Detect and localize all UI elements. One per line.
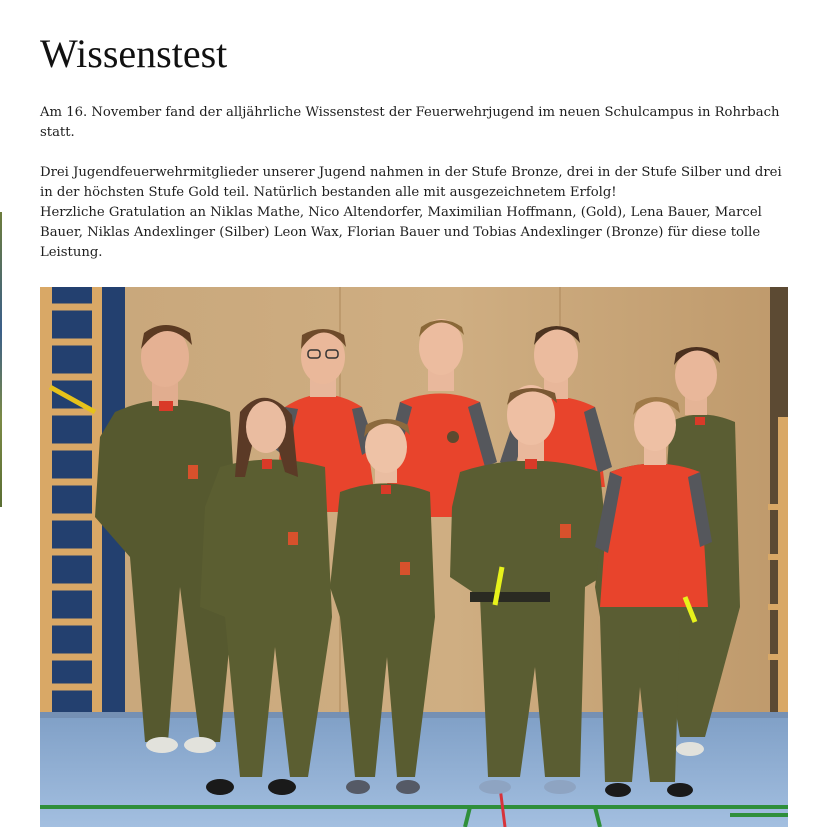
article-paragraph-results: Drei Jugendfeuerwehrmitglieder unserer Jugend nahmen in der Stufe Bronze, drei in der Stufe Silber und drei in der höchsten Stufe Gold teil. Natürlich bestanden alle mit ausgezeichnetem Erfolg!	[40, 165, 782, 200]
article-paragraph-intro: Am 16. November fand der alljährliche Wissenstest der Feuerwehrjugend im neuen Schulcampus in Rohrbach statt.	[40, 105, 780, 140]
page-title: Wissenstest	[40, 31, 228, 76]
article-paragraph-congratulations: Herzliche Gratulation an Niklas Mathe, Nico Altendorfer, Maximilian Hoffmann, (Gold), Lena Bauer, Marcel Bauer, Niklas Andexlinger (Silber) Leon Wax, Florian Bauer und Tobias Andexlinger (Bronze) für diese tolle Leistung.	[40, 205, 762, 260]
article-body	[40, 103, 790, 263]
group-photo	[40, 287, 788, 827]
group-photo-illustration	[40, 287, 788, 827]
page-edge-stripe	[0, 212, 2, 507]
